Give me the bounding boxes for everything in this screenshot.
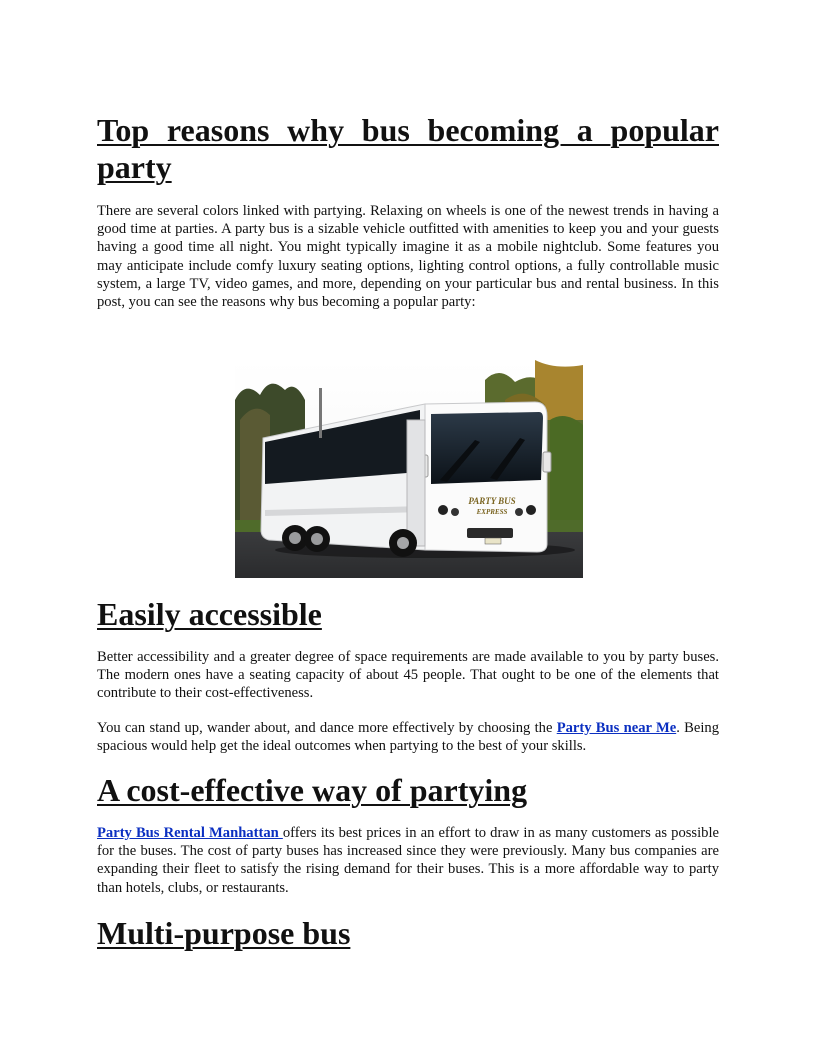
party-bus-image [235,360,583,578]
bus-logo-line1: PARTY BUS [468,496,516,506]
accessible-text-after: . Being spacious would help get the ideal outcomes when partying to the best of your skills. [97,719,719,754]
article [97,112,719,311]
accessible-text-before: You can stand up, wander about, and dance more effectively by choosing the [97,719,557,736]
accessible-paragraph-1: Better accessibility and a greater degree of space requirements are made available to you by party buses. The modern ones have a seating capacity of about 45 people. That ought to be one of the elements that contribute to their cost-effectiveness. [97,649,719,702]
heading-cost-effective: A cost-effective way of partying [97,772,528,808]
party-bus-rental-manhattan-link[interactable]: Party Bus Rental Manhattan [97,825,283,841]
article-title: Top reasons why bus becoming a popular party [97,112,719,185]
cost-text: offers its best prices in an effort to draw in as many customers as possible for the buses. The cost of party buses has increased since they were previously. Many bus companies are expanding their fleet to satisfy the rising demand for their buses. This is a more affordable way to party than hotels, clubs, or restaurants. [97,825,719,896]
heading-easily-accessible: Easily accessible [97,596,322,632]
bus-logo-line2: EXPRESS [476,508,508,516]
cost-paragraph [97,824,719,897]
accessible-paragraph-2 [97,719,719,755]
party-bus-near-me-link[interactable]: Party Bus near Me [556,719,677,736]
section-easily-accessible [97,596,719,755]
section-cost-effective [97,772,719,897]
intro-paragraph: There are several colors linked with partying. Relaxing on wheels is one of the newest trends in having a good time at parties. A party bus is a sizable vehicle outfitted with amenities to keep you and your guests having a good time all night. You might typically imagine it as a mobile nightclub. Some features you may anticipate include comfy luxury seating options, lighting control options, a fully controllable music system, a large TV, video games, and more, depending on your particular bus and rental business. In this post, you can see the reasons why bus becoming a popular party: [97,203,719,311]
section-multi-purpose [97,915,719,951]
heading-multi-purpose: Multi-purpose bus [97,915,351,951]
